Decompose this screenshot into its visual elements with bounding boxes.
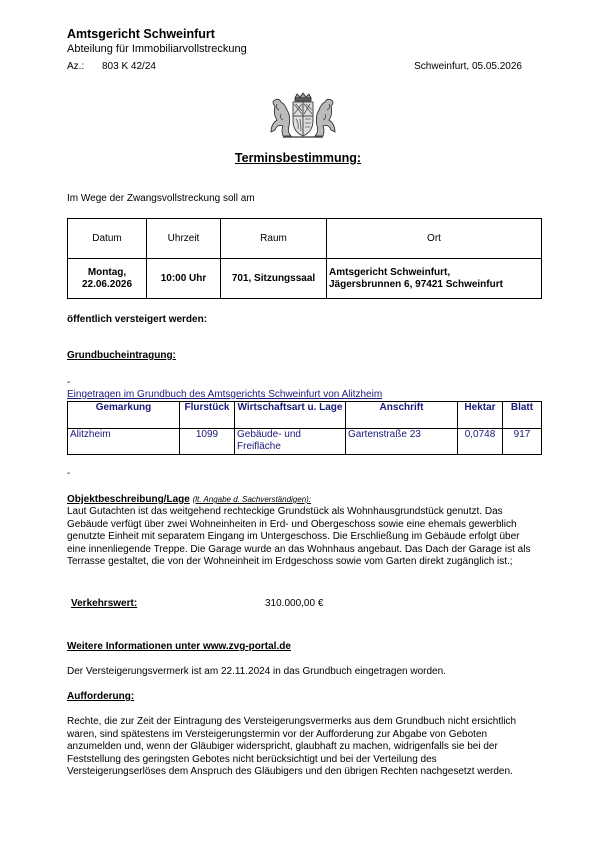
col-header-gemarkung: Gemarkung	[68, 402, 180, 429]
dash-separator: -	[67, 468, 71, 479]
cell-anschrift: Gartenstraße 23	[346, 429, 458, 455]
termin-place-line1: Amtsgericht Schweinfurt,	[329, 266, 451, 278]
col-header-raum: Raum	[221, 219, 327, 259]
col-header-hektar: Hektar	[458, 402, 503, 429]
cell-gemarkung: Alitzheim	[68, 429, 180, 455]
objekt-text: Laut Gutachten ist das weitgehend rechteckige Grundstück als Wohnhausgrundstück genutzt. Das Gebäude verfügt über zwei Wohneinheiten in Erd- und Obergeschoss sowie eine ehemals gewerblich genutzte Einheit mit separatem Eingang im Untergeschoss. Die Erschließung im Gebäude erfolgt über eine innenliegende Treppe. Die Garage wurde an das Wohnhaus angebaut. Das Dach der Garage ist als Terrasse gestaltet, die von der Wohneinheit im Erdgeschoss sowie vom Garten direkt zugänglich ist.;	[67, 506, 531, 568]
verkehrswert-value: 310.000,00 €	[265, 598, 324, 609]
court-name: Amtsgericht Schweinfurt	[67, 27, 215, 41]
intro-text: Im Wege der Zwangsvollstreckung soll am	[67, 193, 255, 204]
cell-wirtschaftsart: Gebäude- und Freifläche	[235, 429, 346, 455]
objekt-heading: Objektbeschreibung/Lage	[67, 494, 190, 505]
col-header-ort: Ort	[327, 219, 542, 259]
grundbuch-registered: Eingetragen im Grundbuch des Amtsgerichts Schweinfurt von Alitzheim	[67, 389, 383, 400]
termin-place	[327, 259, 542, 299]
cell-hektar: 0,0748	[458, 429, 503, 455]
col-header-wirtschaftsart: Wirtschaftsart u. Lage	[235, 402, 346, 429]
objekt-heading-line	[67, 494, 311, 506]
termin-table	[67, 218, 542, 299]
place-date: Schweinfurt, 05.05.2026	[414, 61, 522, 72]
objekt-note: (lt. Angabe d. Sachverständigen):	[192, 495, 312, 504]
col-header-uhrzeit: Uhrzeit	[147, 219, 221, 259]
versteigert-text: öffentlich versteigert werden:	[67, 314, 208, 325]
col-header-anschrift: Anschrift	[346, 402, 458, 429]
verkehrswert-label: Verkehrswert:	[71, 598, 138, 609]
termin-date	[68, 259, 147, 299]
bavarian-coat-of-arms-icon	[265, 92, 341, 140]
termin-place-line2: Jägersbrunnen 6, 97421 Schweinfurt	[329, 278, 503, 290]
grundbuch-table	[67, 401, 542, 455]
termin-date-value: 22.06.2026	[81, 278, 133, 290]
col-header-blatt: Blatt	[503, 402, 542, 429]
termin-room: 701, Sitzungssaal	[221, 259, 327, 299]
aufforderung-heading: Aufforderung:	[67, 691, 135, 702]
cell-flurstueck: 1099	[180, 429, 235, 455]
dash-separator: -	[67, 377, 71, 388]
department-name: Abteilung für Immobiliarvollstreckung	[67, 43, 247, 55]
page-title: Terminsbestimmung:	[234, 151, 362, 165]
col-header-flurstueck: Flurstück	[180, 402, 235, 429]
az-label: Az.:	[67, 61, 85, 72]
cell-blatt: 917	[503, 429, 542, 455]
aufforderung-text: Rechte, die zur Zeit der Eintragung des Versteigerungsvermerks aus dem Grundbuch nicht ersichtlich waren, sind spätestens im Versteigerungstermin vor der Aufforderung zur Abgabe von Geboten anzumelden und, wenn der Gläubiger widerspricht, glaubhaft zu machen, widrigenfalls sie bei der Feststellung des geringsten Gebotes nicht berücksichtigt und bei der Verteilung des Versteigerungserlöses dem Anspruch des Gläubigers und den übrigen Rechten nachgesetzt werden.	[67, 716, 517, 778]
grundbuch-heading: Grundbucheintragung:	[67, 350, 176, 361]
az-value: 803 K 42/24	[102, 61, 156, 72]
table-row	[68, 429, 542, 455]
termin-time: 10:00 Uhr	[147, 259, 221, 299]
termin-date-weekday: Montag,	[87, 266, 127, 278]
vermerk-text: Der Versteigerungsvermerk ist am 22.11.2024 in das Grundbuch eingetragen worden.	[67, 666, 446, 677]
col-header-datum: Datum	[68, 219, 147, 259]
weitere-info: Weitere Informationen unter www.zvg-portal.de	[67, 641, 291, 652]
